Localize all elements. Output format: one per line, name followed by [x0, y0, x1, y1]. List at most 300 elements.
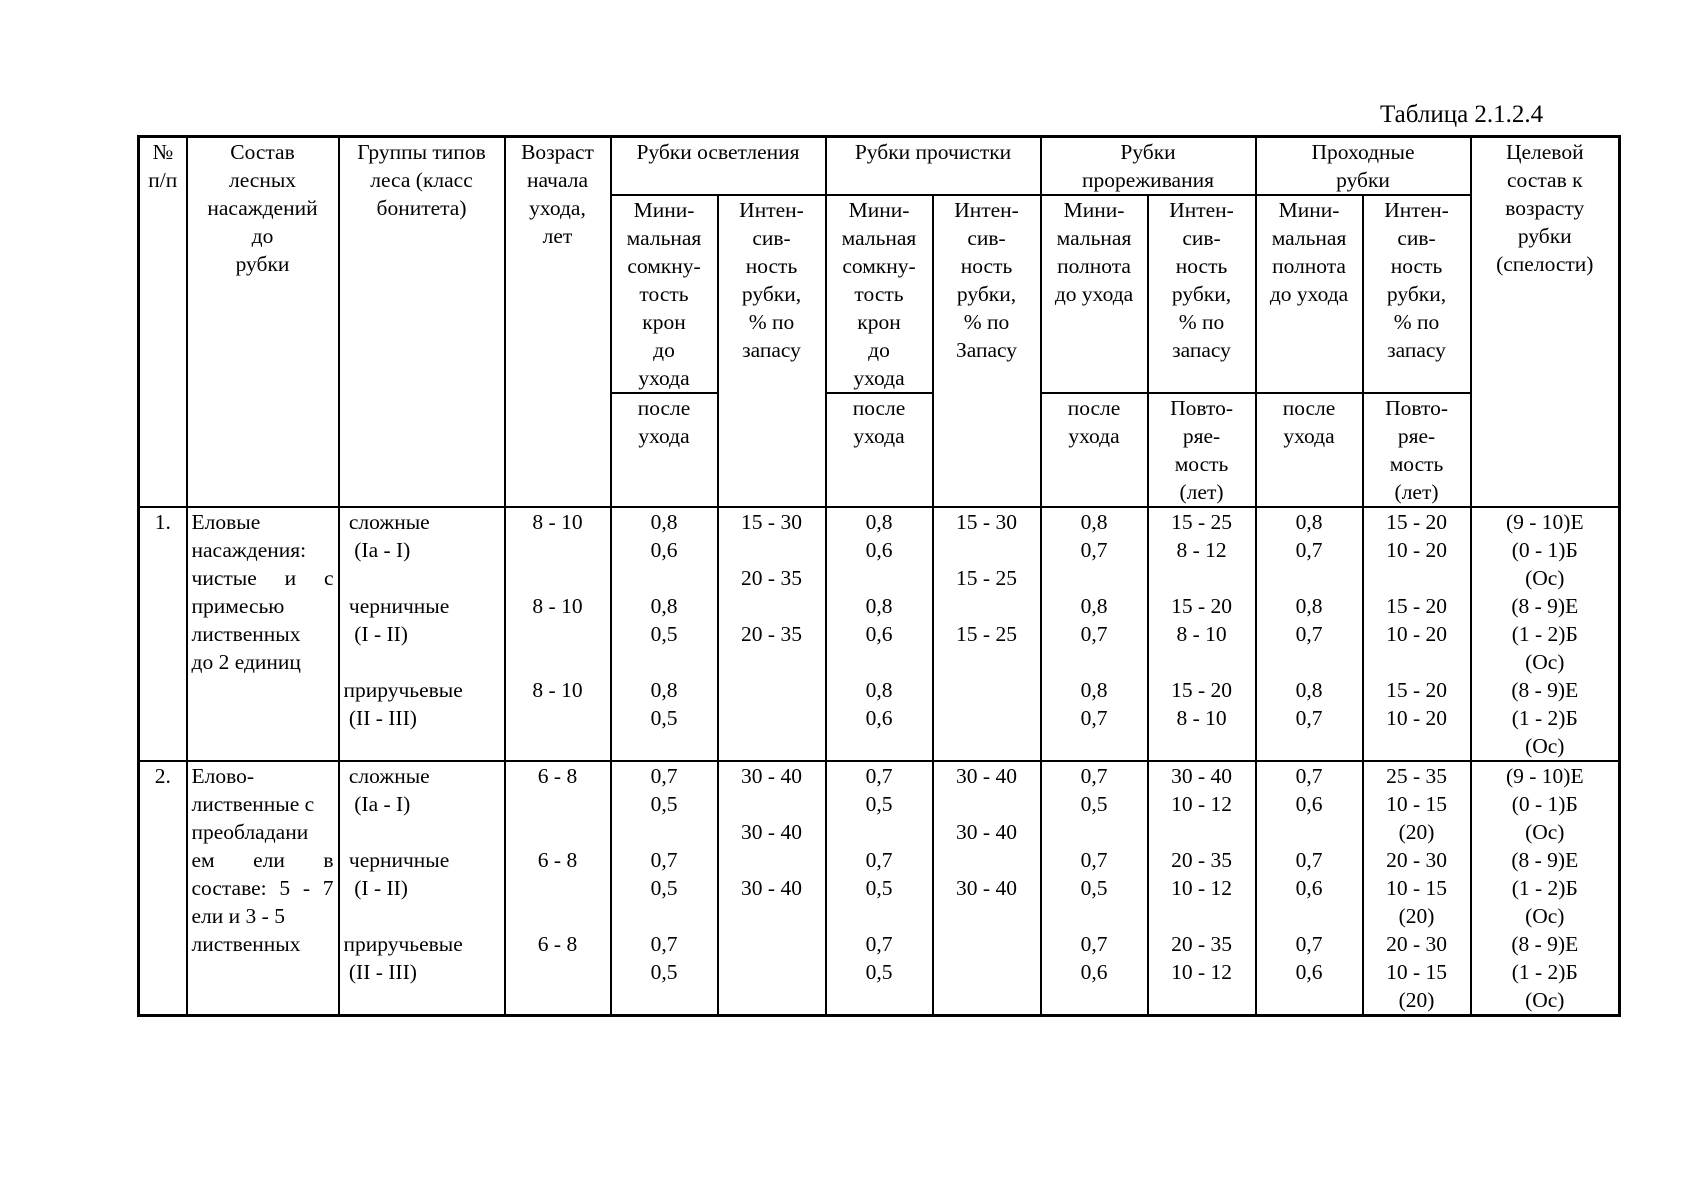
header-row-1	[139, 137, 1620, 196]
cell-line: рубки	[1517, 224, 1572, 248]
cell-line: 0,7	[650, 932, 678, 956]
cell-line: 8 - 10	[532, 678, 583, 702]
cell-line: (9 - 10)Е	[1505, 510, 1584, 534]
cell-line: Интен-	[739, 198, 804, 222]
header-osv-after	[611, 393, 718, 507]
cell-line: до 2 единиц	[191, 650, 301, 674]
cell-line: (9 - 10)Е	[1505, 764, 1584, 788]
cell-line: ем ели в	[191, 848, 334, 872]
cell-line: 0,8	[1295, 510, 1323, 534]
cell-line: 15 - 25	[956, 566, 1017, 590]
cell-line: 0,7	[1080, 764, 1108, 788]
cell-line: 10 - 12	[1171, 876, 1232, 900]
cell-line: 30 - 40	[956, 820, 1017, 844]
cell-line: 20 - 35	[741, 622, 802, 646]
cell-line: 0,7	[1080, 848, 1108, 872]
cell-line: 15 - 25	[956, 622, 1017, 646]
cell-line: 0,6	[1080, 960, 1108, 984]
cell-line: ряе-	[1182, 424, 1221, 448]
cell-line: Интен-	[954, 198, 1019, 222]
cell-line: 0,8	[650, 510, 678, 534]
cell-line: 0,5	[650, 792, 678, 816]
cell-line: (Ос)	[1525, 650, 1565, 674]
cell-line: (8 - 9)Е	[1511, 678, 1579, 702]
row-composition	[187, 507, 339, 761]
cell-line: (I - II)	[343, 622, 408, 646]
cell-line: до ухода	[1269, 282, 1349, 306]
cell-line: сив-	[967, 226, 1006, 250]
cell-line	[510, 902, 606, 930]
cell-line	[1261, 902, 1358, 930]
cell-line: 30 - 40	[741, 764, 802, 788]
cell-line: насаждения:	[191, 538, 307, 562]
row-age-start	[505, 507, 611, 761]
cell-line: 0,7	[650, 764, 678, 788]
header-target	[1471, 137, 1620, 508]
cell-line: рубки	[1336, 168, 1390, 192]
cell-line	[723, 790, 821, 818]
cell-line: леса (класс	[370, 168, 473, 192]
cell-line: 0,5	[650, 960, 678, 984]
row-age-start	[505, 761, 611, 1016]
cell-line	[1261, 818, 1358, 846]
cell-line: 8 - 10	[1176, 706, 1227, 730]
header-forest-type	[339, 137, 505, 508]
cell-line	[1046, 818, 1143, 846]
cell-line	[938, 536, 1036, 564]
cell-line: 0,6	[1295, 960, 1323, 984]
header-osv-min-closure	[611, 195, 718, 393]
cell-line	[510, 874, 606, 902]
cell-line: % по	[963, 310, 1010, 334]
cell-line: 6 - 8	[537, 848, 578, 872]
cell-line: приручьевые	[343, 932, 463, 956]
cell-line	[831, 564, 928, 592]
header-prorezhivanie	[1041, 137, 1256, 196]
cell-line: (Ос)	[1525, 734, 1565, 758]
cell-line: 0,7	[1295, 764, 1323, 788]
cell-line	[831, 902, 928, 930]
cell-line: (Iа - I)	[343, 792, 411, 816]
row-number: 2.	[139, 761, 187, 1016]
cell-line: ухода	[853, 366, 905, 390]
cell-line: 30 - 40	[956, 764, 1017, 788]
row-prorez-intensity	[1148, 507, 1256, 761]
cell-line: (20)	[1398, 988, 1435, 1012]
cell-line: 0,7	[1295, 622, 1323, 646]
cell-line: чистые и с	[191, 566, 334, 590]
header-prokh-after	[1256, 393, 1363, 507]
cell-line: преобладани	[191, 820, 309, 844]
row-target	[1471, 761, 1620, 1016]
cell-line	[510, 818, 606, 846]
cell-line: после	[1067, 396, 1121, 420]
cell-line: (Ос)	[1525, 988, 1565, 1012]
cell-line: сив-	[752, 226, 791, 250]
cell-line: (0 - 1)Б	[1511, 792, 1578, 816]
cell-line	[1046, 902, 1143, 930]
cell-line: 0,5	[865, 960, 893, 984]
header-composition	[187, 137, 339, 508]
header-prokh-intensity	[1363, 195, 1471, 393]
cell-line: до ухода	[1054, 282, 1134, 306]
cell-line: ность	[745, 254, 798, 278]
row-prokh-intensity	[1363, 761, 1471, 1016]
cell-line: 0,8	[1080, 678, 1108, 702]
cell-line: (Ос)	[1525, 904, 1565, 928]
cell-line: 10 - 20	[1386, 538, 1447, 562]
cell-line	[723, 536, 821, 564]
cell-line	[1046, 648, 1143, 676]
cell-line: состав к	[1507, 168, 1583, 192]
cell-line: сложные	[343, 764, 430, 788]
cell-line: 15 - 30	[741, 510, 802, 534]
cell-line	[616, 564, 713, 592]
cell-line: Мини-	[1063, 198, 1125, 222]
cell-line	[344, 564, 500, 592]
cell-line	[616, 902, 713, 930]
cell-line: 0,5	[865, 792, 893, 816]
cell-line: сомкну-	[627, 254, 701, 278]
header-prorez-intensity	[1148, 195, 1256, 393]
cell-line	[344, 648, 500, 676]
cell-line: (Ос)	[1525, 820, 1565, 844]
cell-line: 6 - 8	[537, 764, 578, 788]
row-prorez-intensity	[1148, 761, 1256, 1016]
cell-line: крон	[857, 310, 901, 334]
cell-line: ность	[1175, 254, 1228, 278]
cell-line: рубки,	[741, 282, 802, 306]
cell-line	[1153, 648, 1251, 676]
cell-line: рубки,	[1386, 282, 1447, 306]
cell-line: 0,5	[650, 706, 678, 730]
cell-line: п/п	[148, 168, 178, 192]
cell-line: 0,6	[1295, 792, 1323, 816]
cell-line: №	[152, 140, 173, 164]
cell-line: тость	[854, 282, 904, 306]
cell-line: полнота	[1272, 254, 1346, 278]
cell-line: до	[251, 224, 274, 248]
cell-line: 0,6	[650, 538, 678, 562]
cell-line: 15 - 20	[1386, 510, 1447, 534]
cell-line	[938, 592, 1036, 620]
row-forest-types	[339, 761, 505, 1016]
header-prorez-repeat	[1148, 393, 1256, 507]
cell-line: лет	[542, 224, 573, 248]
cell-line: бонитета)	[376, 196, 467, 220]
cell-line: 8 - 10	[532, 510, 583, 534]
cell-line: насаждений	[207, 196, 318, 220]
cell-line	[510, 648, 606, 676]
cell-line: запасу	[1172, 338, 1231, 362]
cell-line: лиственные с	[191, 792, 315, 816]
cell-line: 30 - 40	[1171, 764, 1232, 788]
cell-line: Группы типов	[357, 140, 486, 164]
cell-line: полнота	[1057, 254, 1131, 278]
cell-line: сомкну-	[842, 254, 916, 278]
cell-line: 0,8	[865, 594, 893, 618]
cell-line: (1 - 2)Б	[1511, 622, 1578, 646]
cell-line: 30 - 40	[741, 820, 802, 844]
cell-line: 6 - 8	[537, 932, 578, 956]
cell-line: 0,8	[650, 594, 678, 618]
cell-line: 0,7	[865, 932, 893, 956]
cell-line: ухода	[638, 424, 690, 448]
cell-line	[938, 846, 1036, 874]
cell-line	[510, 536, 606, 564]
cell-line: 10 - 20	[1386, 622, 1447, 646]
forest-care-table	[137, 135, 1621, 1017]
cell-line: ность	[1390, 254, 1443, 278]
cell-line: ряе-	[1397, 424, 1436, 448]
cell-line	[1261, 564, 1358, 592]
cell-line: 20 - 35	[741, 566, 802, 590]
header-prokhodnye	[1256, 137, 1471, 196]
cell-line: рубки,	[1171, 282, 1232, 306]
cell-line: 0,7	[1295, 848, 1323, 872]
row-composition	[187, 761, 339, 1016]
header-age-start	[505, 137, 611, 508]
cell-line: 0,5	[650, 622, 678, 646]
cell-line: (1 - 2)Б	[1511, 876, 1578, 900]
cell-line: 0,7	[650, 848, 678, 872]
cell-line: мальная	[626, 226, 702, 250]
cell-line: Еловые	[191, 510, 261, 534]
cell-line	[510, 564, 606, 592]
cell-line: 10 - 20	[1386, 706, 1447, 730]
cell-line: сив-	[1397, 226, 1436, 250]
header-prorez-min-density	[1041, 195, 1148, 393]
cell-line: Повто-	[1170, 396, 1233, 420]
cell-line: % по	[1393, 310, 1440, 334]
cell-line: Возраст	[521, 140, 594, 164]
cell-line: мальная	[841, 226, 917, 250]
cell-line: (II - III)	[343, 706, 417, 730]
cell-line: (спелости)	[1496, 252, 1594, 276]
cell-line: мальная	[1056, 226, 1132, 250]
cell-line: мость	[1174, 452, 1229, 476]
row-osv-closure	[611, 507, 718, 761]
row-osv-intensity	[718, 507, 826, 761]
cell-line: Мини-	[633, 198, 695, 222]
cell-line	[1046, 564, 1143, 592]
cell-line: Мини-	[848, 198, 910, 222]
cell-line: 0,7	[1080, 538, 1108, 562]
cell-line: 20 - 30	[1386, 848, 1447, 872]
cell-line: 0,7	[1295, 706, 1323, 730]
cell-line: 30 - 40	[956, 876, 1017, 900]
cell-line: рубки,	[956, 282, 1017, 306]
cell-line: составе: 5 - 7	[191, 876, 334, 900]
row-prokh-density	[1256, 761, 1363, 1016]
header-prorez-after	[1041, 393, 1148, 507]
row-prorez-density	[1041, 761, 1148, 1016]
cell-line: 15 - 20	[1171, 678, 1232, 702]
row-proch-intensity	[933, 507, 1041, 761]
cell-line: Интен-	[1384, 198, 1449, 222]
cell-line: 10 - 15	[1386, 960, 1447, 984]
cell-line: 15 - 25	[1171, 510, 1232, 534]
cell-line	[616, 818, 713, 846]
row-proch-closure	[826, 507, 933, 761]
cell-line: (лет)	[1179, 480, 1224, 504]
cell-line: (8 - 9)Е	[1511, 932, 1579, 956]
cell-line: Состав	[230, 140, 295, 164]
row-osv-closure	[611, 761, 718, 1016]
cell-line: (Ос)	[1525, 566, 1565, 590]
cell-line: Елово-	[191, 764, 255, 788]
cell-line: 0,8	[865, 510, 893, 534]
cell-line: возрасту	[1505, 196, 1585, 220]
header-proch-after	[826, 393, 933, 507]
header-osvetlenie: Рубки осветления	[611, 137, 826, 196]
cell-line: мальная	[1271, 226, 1347, 250]
row-prokh-density	[1256, 507, 1363, 761]
header-no	[139, 137, 187, 508]
cell-line: Проходные	[1311, 140, 1415, 164]
cell-line: после	[852, 396, 906, 420]
cell-line: начала	[526, 168, 588, 192]
cell-line: лиственных	[191, 622, 301, 646]
cell-line: 0,5	[650, 876, 678, 900]
cell-line: 15 - 20	[1386, 594, 1447, 618]
header-osv-intensity	[718, 195, 826, 507]
cell-line: приручьевые	[343, 678, 463, 702]
row-proch-closure	[826, 761, 933, 1016]
row-forest-types	[339, 507, 505, 761]
cell-line: 0,6	[865, 622, 893, 646]
cell-line	[723, 846, 821, 874]
cell-line: после	[1282, 396, 1336, 420]
cell-line: ухода,	[529, 196, 586, 220]
cell-line	[1153, 902, 1251, 930]
cell-line: (8 - 9)Е	[1511, 594, 1579, 618]
cell-line: лиственных	[191, 932, 301, 956]
cell-line: (лет)	[1394, 480, 1439, 504]
cell-line: 15 - 30	[956, 510, 1017, 534]
cell-line: 0,8	[1080, 594, 1108, 618]
cell-line	[616, 648, 713, 676]
cell-line: (1 - 2)Б	[1511, 960, 1578, 984]
header-proch-min-closure	[826, 195, 933, 393]
cell-line: 25 - 35	[1386, 764, 1447, 788]
cell-line: черничные	[343, 848, 450, 872]
cell-line: 0,7	[1080, 706, 1108, 730]
cell-line: ность	[960, 254, 1013, 278]
cell-line: % по	[1178, 310, 1225, 334]
cell-line: 0,7	[1295, 538, 1323, 562]
cell-line: Запасу	[955, 338, 1018, 362]
cell-line: 0,7	[865, 848, 893, 872]
cell-line	[831, 818, 928, 846]
cell-line: тость	[639, 282, 689, 306]
cell-line	[1368, 564, 1466, 592]
cell-line: сложные	[343, 510, 430, 534]
cell-line	[938, 790, 1036, 818]
cell-line: (20)	[1398, 820, 1435, 844]
cell-line: 8 - 10	[1176, 622, 1227, 646]
cell-line	[1368, 648, 1466, 676]
cell-line: 0,7	[1080, 622, 1108, 646]
cell-line: 20 - 35	[1171, 848, 1232, 872]
cell-line: 20 - 35	[1171, 932, 1232, 956]
cell-line: Мини-	[1278, 198, 1340, 222]
cell-line: 10 - 15	[1386, 876, 1447, 900]
cell-line: крон	[642, 310, 686, 334]
cell-line: 0,6	[1295, 876, 1323, 900]
cell-line	[1261, 648, 1358, 676]
cell-line: рубки	[235, 252, 290, 276]
cell-line	[510, 790, 606, 818]
header-proch-intensity	[933, 195, 1041, 507]
header-prokh-repeat	[1363, 393, 1471, 507]
cell-line	[1153, 564, 1251, 592]
cell-line: 0,8	[1295, 678, 1323, 702]
cell-line: ухода	[853, 424, 905, 448]
cell-line: 0,7	[1295, 932, 1323, 956]
row-target	[1471, 507, 1620, 761]
cell-line: (8 - 9)Е	[1511, 848, 1579, 872]
cell-line: 0,7	[1080, 932, 1108, 956]
cell-line: 0,6	[865, 706, 893, 730]
cell-line: ели и 3 - 5	[191, 904, 285, 928]
cell-line: ухода	[1283, 424, 1335, 448]
cell-line: Интен-	[1169, 198, 1234, 222]
cell-line: 15 - 20	[1386, 678, 1447, 702]
cell-line: (20)	[1398, 904, 1435, 928]
cell-line: Рубки	[1120, 140, 1176, 164]
cell-line: 0,5	[1080, 792, 1108, 816]
cell-line: 0,6	[865, 538, 893, 562]
cell-line: 20 - 30	[1386, 932, 1447, 956]
table-row	[139, 507, 1620, 761]
header-prochistka: Рубки прочистки	[826, 137, 1041, 196]
cell-line: 8 - 10	[532, 594, 583, 618]
cell-line: 15 - 20	[1171, 594, 1232, 618]
cell-line: % по	[748, 310, 795, 334]
cell-line: (II - III)	[343, 960, 417, 984]
cell-line: до	[868, 338, 890, 362]
cell-line: ухода	[638, 366, 690, 390]
cell-line: Целевой	[1505, 140, 1584, 164]
cell-line: 10 - 12	[1171, 792, 1232, 816]
cell-line: 0,8	[1295, 594, 1323, 618]
cell-line: черничные	[343, 594, 450, 618]
cell-line: запасу	[1387, 338, 1446, 362]
cell-line	[344, 818, 500, 846]
cell-line	[1153, 818, 1251, 846]
cell-line: мость	[1389, 452, 1444, 476]
cell-line: (Iа - I)	[343, 538, 411, 562]
cell-line	[510, 620, 606, 648]
cell-line: 0,8	[1080, 510, 1108, 534]
header-prokh-min-density	[1256, 195, 1363, 393]
cell-line: 10 - 12	[1171, 960, 1232, 984]
cell-line	[344, 902, 500, 930]
cell-line: примесью	[191, 594, 285, 618]
cell-line: 8 - 12	[1176, 538, 1227, 562]
cell-line: 10 - 15	[1386, 792, 1447, 816]
cell-line	[831, 648, 928, 676]
cell-line: ухода	[1068, 424, 1120, 448]
cell-line: 0,5	[865, 876, 893, 900]
cell-line: 0,7	[865, 764, 893, 788]
row-proch-intensity	[933, 761, 1041, 1016]
row-number: 1.	[139, 507, 187, 761]
cell-line: (1 - 2)Б	[1511, 706, 1578, 730]
cell-line: (I - II)	[343, 876, 408, 900]
cell-line: 0,8	[865, 678, 893, 702]
